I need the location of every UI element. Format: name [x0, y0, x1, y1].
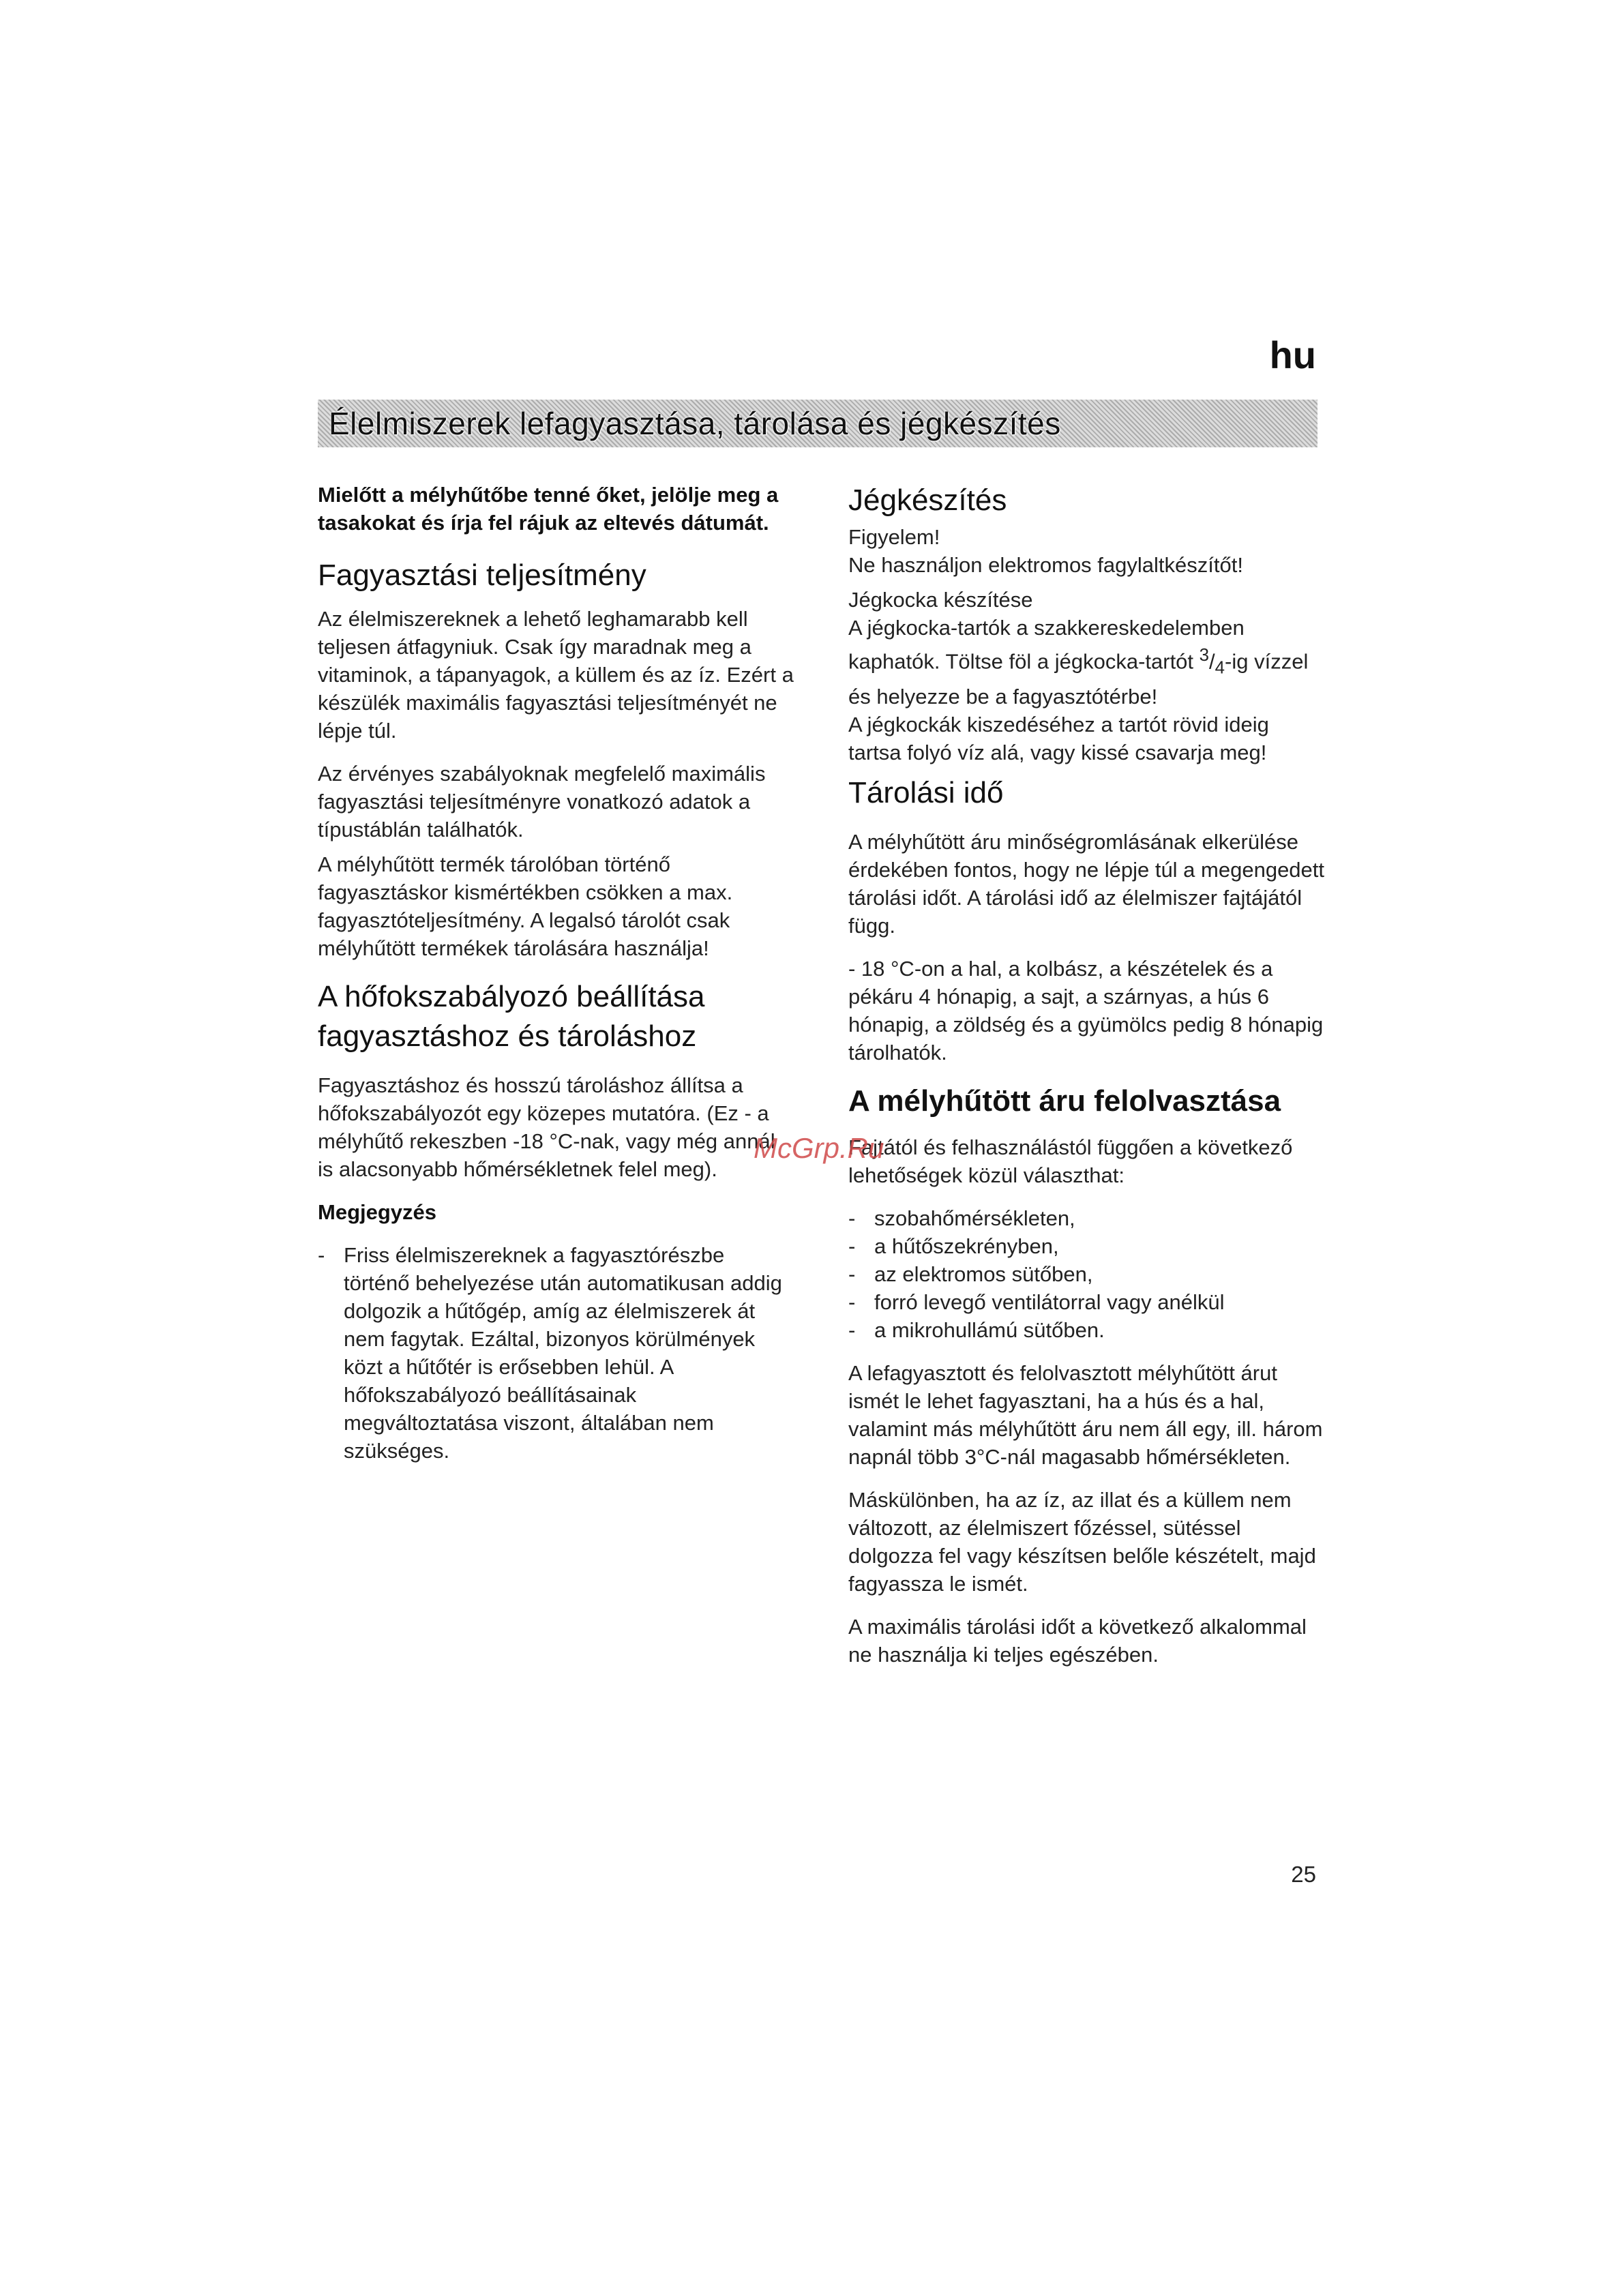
heading-thawing: A mélyhűtött áru felolvasztása [848, 1084, 1281, 1118]
warning-text: Ne használjon elektromos fagylaltkészítőt! [848, 553, 1243, 577]
fraction-denominator: 4 [1215, 658, 1225, 678]
paragraph: Az érvényes szabályoknak megfelelő maximális fagyasztási teljesítményre vonatkozó adatok a típustáblán találhatók. [318, 762, 766, 841]
heading-storage-time: Tárolási idő [848, 775, 1004, 809]
paragraph: Az élelmiszereknek a lehető leghamarabb kell teljesen átfagyniuk. Csak így maradnak meg a vitaminok, a tápanyagok, a küllem és az íz. Ezért a készülék maximális fagyasztási teljesítményét ne lépje túl. [318, 607, 794, 743]
paragraph: A mélyhűtött termék tárolóban történő fagyasztáskor kismértékben csökken a max. fagyasztóteljesítmény. A legalsó tárolót csak mélyhűtött termékek tárolására használja! [318, 852, 733, 960]
page-title: Élelmiszerek lefagyasztása, tárolása és jégkészítés [329, 406, 1061, 441]
paragraph: A maximális tárolási időt a következő alkalommal ne használja ki teljes egészében. [848, 1614, 1307, 1667]
ice-subheading: Jégkocka készítése [848, 588, 1033, 612]
paragraph: A jégkocka-tartók a szakkereskedelemben kaphatók. Töltse föl a jégkocka-tartót $^3/_4-ig$ vízzel és helyezze be a fagyasztótérbe! [848, 616, 1309, 709]
list-item: - a mikrohullámú sütőben. [848, 1316, 1326, 1344]
list-item: - Friss élelmiszereknek a fagyasztórészbe történő behelyezése után automatikusan addig dolgozik a hűtőgép, amíg az élelmiszerek át nem fagytak. Ezáltal, bizonyos körülmények közt a hűtőtér is erősebben lehül. A hőfokszabályozó beállításainak megváltoztatása viszont, általában nem szükséges. [318, 1241, 795, 1465]
thaw-options-list [848, 1204, 1326, 1344]
paragraph: Fajtától és felhasználástól függően a következő lehetőségek közül választhat: [848, 1135, 1293, 1187]
note-list [318, 1241, 795, 1465]
note-heading: Megjegyzés [318, 1200, 437, 1224]
paragraph: Fagyasztáshoz és hosszú tároláshoz állítsa a hőfokszabályozót egy közepes mutatóra. (Ez - a mélyhűtő rekeszben -18 °C-nak, vagy még annál is alacsonyabb hőmérsékletnek felel meg). [318, 1073, 775, 1181]
right-column [848, 481, 1326, 1684]
heading-ice-making: Jégkészítés [848, 483, 1007, 517]
paragraph: A lefagyasztott és felolvasztott mélyhűtött árut ismét le lehet fagyasztani, ha a hús és a hal, valamint más mélyhűtött áru nem áll egy, ill. három napnál több 3°C-nál magasabb hőmérsékleten. [848, 1360, 1323, 1469]
paragraph: A jégkockák kiszedéséhez a tartót rövid ideig tartsa folyó víz alá, vagy kissé csavarja meg! [848, 712, 1269, 764]
paragraph: - 18 °C-on a hal, a kolbász, a készételek és a pékáru 4 hónapig, a sajt, a szárnyas, a hús 6 hónapig, a zöldség és a gyümölcs pedig 8 hónapig tárolhatók. [848, 956, 1324, 1064]
fraction-numerator: 3 [1199, 646, 1210, 665]
watermark: McGrp.Ru [754, 1132, 884, 1164]
intro-paragraph: Mielőtt a mélyhűtőbe tenné őket, jelölje meg a tasakokat és írja fel rájuk az eltevés dátumát. [318, 483, 779, 535]
page-number: 25 [1291, 1862, 1316, 1887]
list-item: - forró levegő ventilátorral vagy anélkül [848, 1288, 1326, 1316]
heading-freezing-capacity: Fagyasztási teljesítmény [318, 558, 646, 592]
paragraph: A mélyhűtött áru minőségromlásának elkerülése érdekében fontos, hogy ne lépje túl a megengedett tárolási időt. A tárolási idő az élelmiszer fajtájától függ. [848, 829, 1325, 938]
heading-thermostat: A hőfokszabályozó beállítása fagyasztáshoz és tároláshoz [318, 980, 705, 1053]
paragraph: Máskülönben, ha az íz, az illat és a küllem nem változott, az élelmiszert főzéssel, sütéssel dolgozza fel vagy készítsen belőle készételt, majd fagyassza le ismét. [848, 1487, 1316, 1596]
section-title-bar [318, 400, 1317, 447]
list-item: - az elektromos sütőben, [848, 1260, 1326, 1288]
left-column [318, 481, 795, 1480]
list-item: - a hűtőszekrényben, [848, 1232, 1326, 1260]
language-code: hu [1269, 333, 1316, 376]
list-item: - szobahőmérsékleten, [848, 1204, 1326, 1232]
attention-label: Figyelem! [848, 525, 940, 549]
